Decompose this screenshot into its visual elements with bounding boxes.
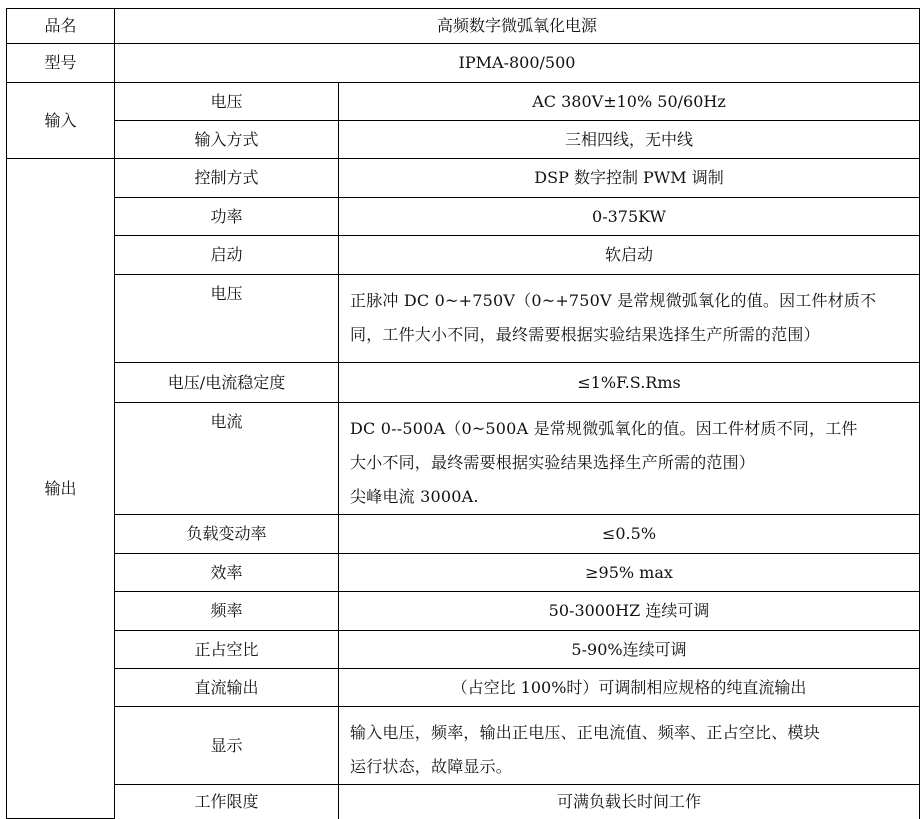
output-voltage-line-2: 同，工件大小不同，最终需要根据实验结果选择生产所需的范围） [350,325,820,344]
model-label: 型号 [7,44,115,83]
input-voltage-value: AC 380V±10% 50/60Hz [339,83,920,121]
dc-output-label: 直流输出 [115,669,339,707]
display-line-2: 运行状态，故障显示。 [350,757,513,776]
stability-label: 电压/电流稳定度 [115,363,339,403]
input-mode-value: 三相四线，无中线 [339,121,920,159]
efficiency-label: 效率 [115,554,339,592]
row-model [7,44,920,83]
start-label: 启动 [115,236,339,275]
output-voltage-value [339,275,920,363]
row-display [7,707,920,785]
control-value: DSP 数字控制 PWM 调制 [339,159,920,198]
frequency-label: 频率 [115,592,339,631]
product-label: 品名 [7,9,115,44]
current-line-2: 大小不同，最终需要根据实验结果选择生产所需的范围） [350,453,756,472]
row-work-limit [7,785,920,819]
input-voltage-label: 电压 [115,83,339,121]
input-group-label: 输入 [7,83,115,159]
output-voltage-label: 电压 [115,275,339,363]
efficiency-value: ≥95% max [339,554,920,592]
spec-table [6,8,920,819]
current-line-1: DC 0--500A（0~500A 是常规微弧氧化的值。因工件材质不同，工件 [350,419,858,438]
row-control [7,159,920,198]
duty-cycle-label: 正占空比 [115,631,339,669]
row-input-mode [7,121,920,159]
row-load-regulation [7,515,920,554]
display-label: 显示 [115,707,339,785]
row-output-voltage [7,275,920,363]
power-value: 0-375KW [339,198,920,236]
current-value [339,403,920,515]
load-regulation-label: 负载变动率 [115,515,339,554]
row-stability [7,363,920,403]
row-efficiency [7,554,920,592]
output-group-label: 输出 [7,159,115,819]
display-value [339,707,920,785]
row-dc-output [7,669,920,707]
work-limit-value: 可满负载长时间工作 [339,785,920,819]
work-limit-label: 工作限度 [115,785,339,819]
current-line-3: 尖峰电流 3000A. [350,487,479,506]
start-value: 软启动 [339,236,920,275]
duty-cycle-value: 5-90%连续可调 [339,631,920,669]
row-start [7,236,920,275]
row-input-voltage [7,83,920,121]
frequency-value: 50-3000HZ 连续可调 [339,592,920,631]
model-value: IPMA-800/500 [115,44,920,83]
power-label: 功率 [115,198,339,236]
load-regulation-value: ≤0.5% [339,515,920,554]
dc-output-value: （占空比 100%时）可调制相应规格的纯直流输出 [339,669,920,707]
row-product [7,9,920,44]
row-frequency [7,592,920,631]
output-voltage-line-1: 正脉冲 DC 0~+750V（0~+750V 是常规微弧氧化的值。因工件材质不 [350,291,877,310]
control-label: 控制方式 [115,159,339,198]
row-power [7,198,920,236]
stability-value: ≤1%F.S.Rms [339,363,920,403]
product-value: 高频数字微弧氧化电源 [115,9,920,44]
input-mode-label: 输入方式 [115,121,339,159]
row-current [7,403,920,515]
display-line-1: 输入电压，频率，输出正电压、正电流值、频率、正占空比、模块 [350,723,820,742]
row-duty-cycle [7,631,920,669]
current-label: 电流 [115,403,339,515]
